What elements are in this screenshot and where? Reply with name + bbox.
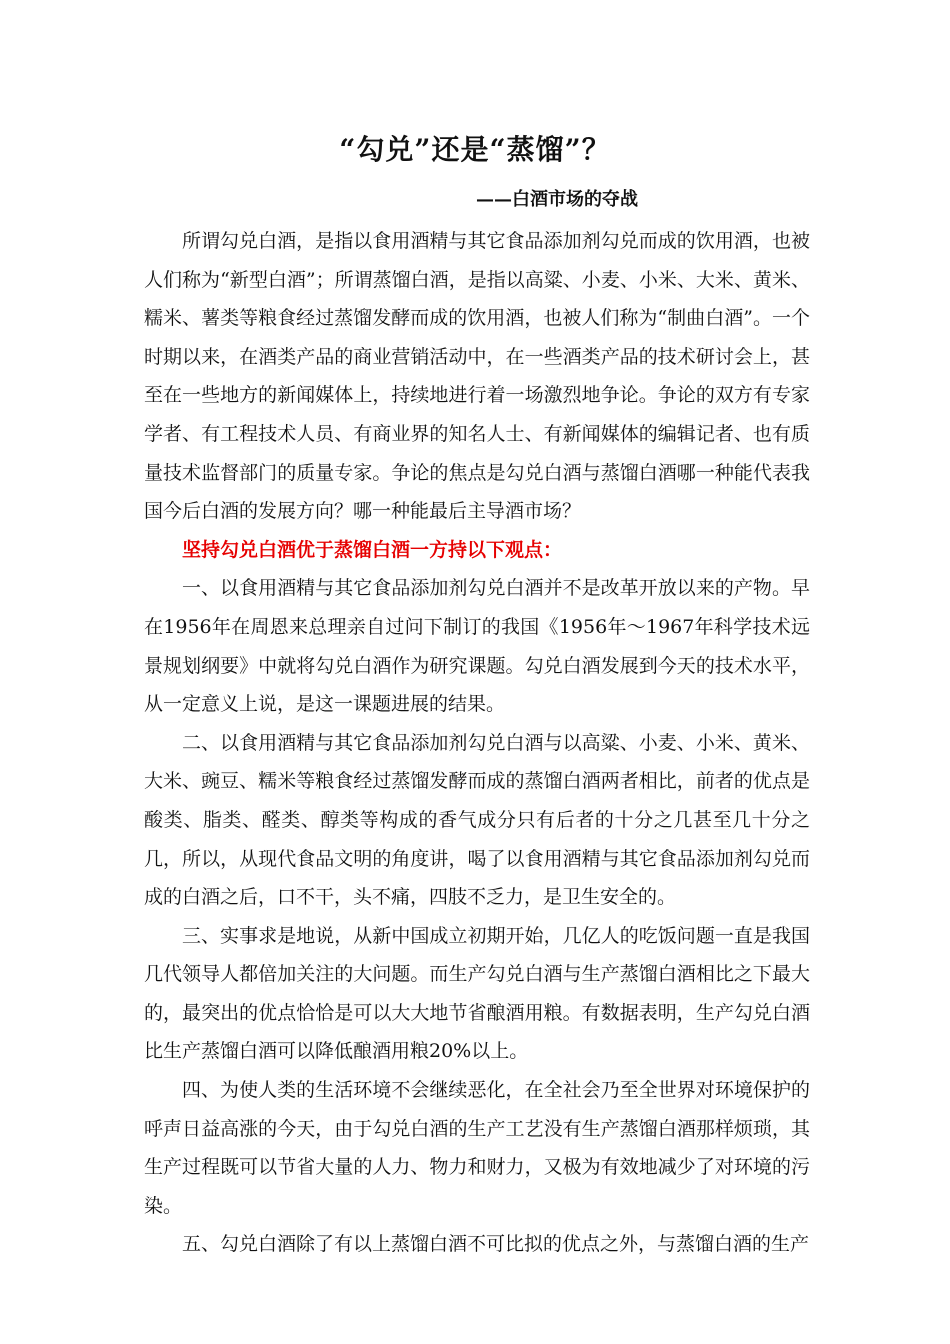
point-paragraph-5: 五、勾兑白酒除了有以上蒸馏白酒不可比拟的优点之外，与蒸馏白酒的生产 <box>182 1233 810 1256</box>
section-heading: 坚持勾兑白酒优于蒸馏白酒一方持以下观点： <box>182 538 563 561</box>
document-body <box>144 222 810 1264</box>
point-paragraph-4: 四、为使人类的生活环境不会继续恶化，在全社会乃至全世界对环境保护的呼声日益高涨的今天，由于勾兑白酒的生产工艺没有生产蒸馏白酒那样烦琐，其生产过程既可以节省大量的人力、物力和财力，又极为有效地减少了对环境的污染。 <box>144 1079 810 1217</box>
point-paragraph-3: 三、实事求是地说，从新中国成立初期开始，几亿人的吃饭问题一直是我国几代领导人都倍加关注的大问题。而生产勾兑白酒与生产蒸馏白酒相比之下最大的，最突出的优点恰恰是可以大大地节省酿酒用粮。有数据表明，生产勾兑白酒比生产蒸馏白酒可以降低酿酒用粮20%以上。 <box>144 924 810 1063</box>
point-paragraph-1: 一、以食用酒精与其它食品添加剂勾兑白酒并不是改革开放以来的产物。早在1956年在周恩来总理亲自过问下制订的我国《1956年～1967年科学技术远景规划纲要》中就将勾兑白酒作为研究课题。勾兑白酒发展到今天的技术水平，从一定意义上说，是这一课题进展的结果。 <box>144 577 810 716</box>
intro-paragraph: 所谓勾兑白酒，是指以食用酒精与其它食品添加剂勾兑而成的饮用酒，也被人们称为“新型白酒”；所谓蒸馏白酒，是指以高粱、小麦、小米、大米、黄米、糯米、薯类等粮食经过蒸馏发酵而成的饮用酒，也被人们称为“制曲白酒”。一个时期以来，在酒类产品的商业营销活动中，在一些酒类产品的技术研讨会上，甚至在一些地方的新闻媒体上，持续地进行着一场激烈地争论。争论的双方有专家学者、有工程技术人员、有商业界的知名人士、有新闻媒体的编辑记者、也有质量技术监督部门的质量专家。争论的焦点是勾兑白酒与蒸馏白酒哪一种能代表我国今后白酒的发展方向？哪一种能最后主导酒市场？ <box>144 230 810 523</box>
page-title: “勾兑”还是“蒸馏”？ <box>339 133 611 166</box>
point-paragraph-2: 二、以食用酒精与其它食品添加剂勾兑白酒与以高粱、小麦、小米、黄米、大米、豌豆、糯米等粮食经过蒸馏发酵而成的蒸馏白酒两者相比，前者的优点是酸类、脂类、醛类、醇类等构成的香气成分只有后者的十分之几甚至几十分之几，所以，从现代食品文明的角度讲，喝了以食用酒精与其它食品添加剂勾兑而成的白酒之后，口不干，头不痛，四肢不乏力，是卫生安全的。 <box>144 731 810 909</box>
page-subtitle: ——白酒市场的夺战 <box>476 189 638 210</box>
